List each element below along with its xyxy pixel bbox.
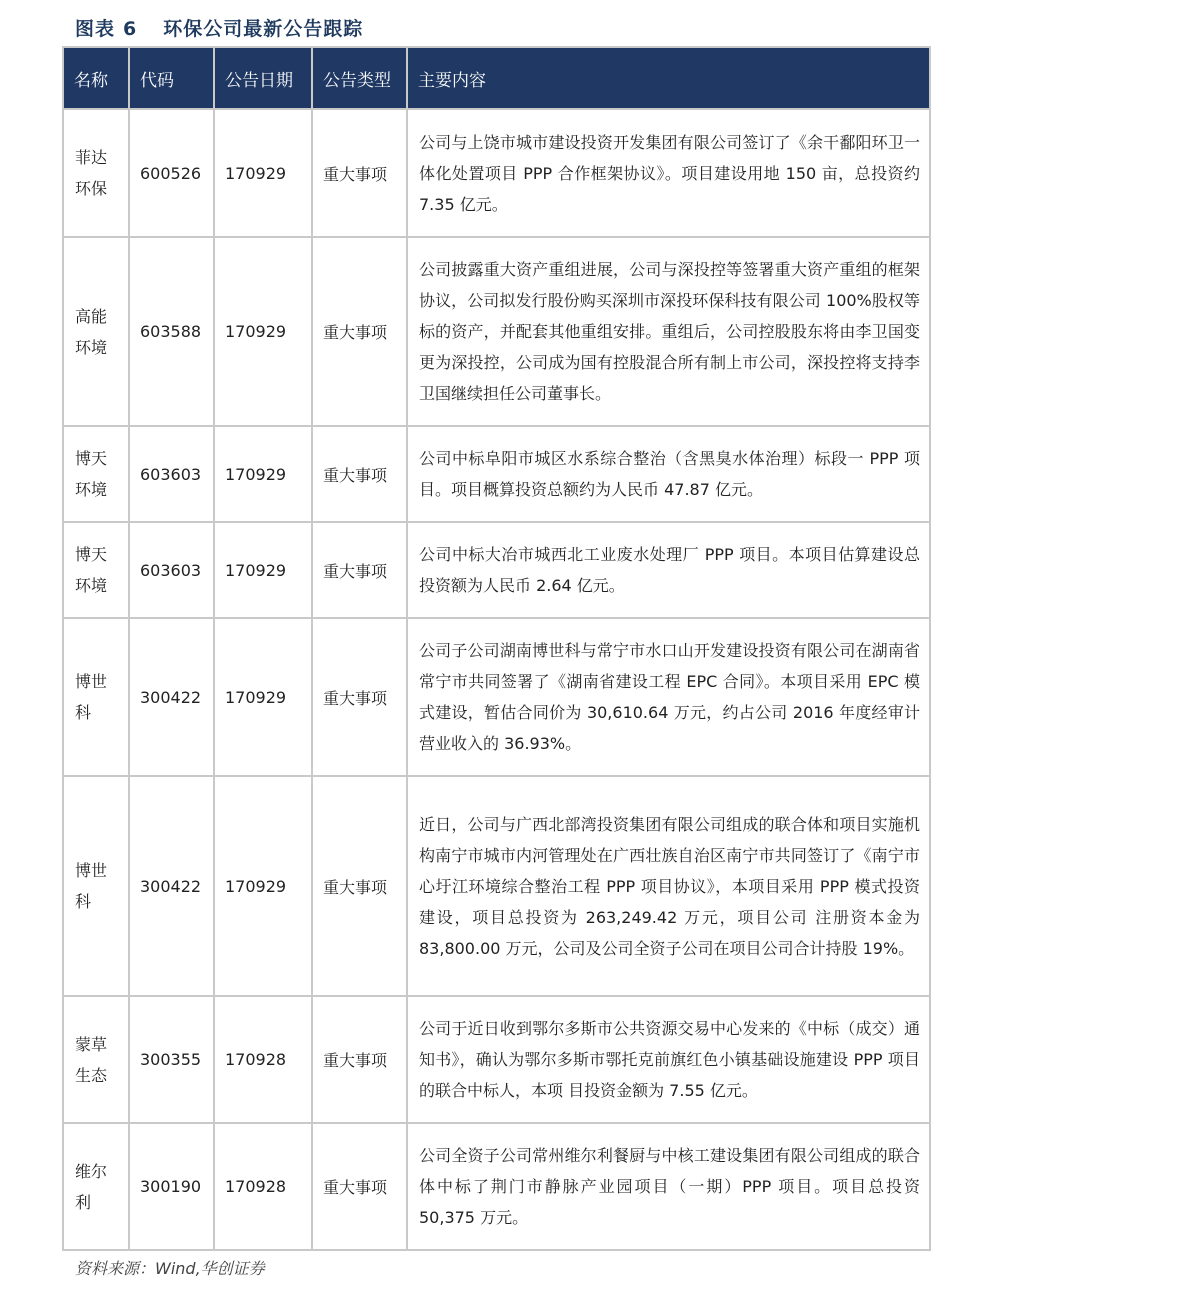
cell-code: 300355 [129, 996, 214, 1123]
table-row [63, 237, 930, 426]
cell-type: 重大事项 [312, 522, 407, 618]
cell-content: 近日，公司与广西北部湾投资集团有限公司组成的联合体和项目实施机构南宁市城市内河管理处在广西壮族自治区南宁市共同签订了《南宁市心圩江环境综合整治工程 PPP 项目协议》，本项目采用 PPP 模式投资建设，项目总投资为 263,249.42 万元，项目公司 注册资本金为 83,800.00 万元，公司及公司全资子公司在项目公司合计持股 19%。 [407, 776, 930, 996]
cell-date: 170929 [214, 237, 312, 426]
announcement-table [62, 46, 931, 1251]
cell-code: 300422 [129, 618, 214, 776]
cell-type: 重大事项 [312, 109, 407, 237]
table-row [63, 776, 930, 996]
header-name: 名称 [63, 47, 129, 109]
source-note: 资料来源：Wind,华创证券 [75, 1259, 265, 1278]
cell-name: 菲达环保 [63, 109, 129, 237]
table-row [63, 1123, 930, 1250]
cell-code: 600526 [129, 109, 214, 237]
cell-date: 170928 [214, 996, 312, 1123]
cell-type: 重大事项 [312, 618, 407, 776]
cell-date: 170929 [214, 109, 312, 237]
cell-date: 170929 [214, 776, 312, 996]
header-type: 公告类型 [312, 47, 407, 109]
header-date: 公告日期 [214, 47, 312, 109]
figure-label: 图表 [75, 18, 116, 40]
cell-content: 公司子公司湖南博世科与常宁市水口山开发建设投资有限公司在湖南省常宁市共同签署了《湖南省建设工程 EPC 合同》。本项目采用 EPC 模式建设，暂估合同价为 30,610.64 万元，约占公司 2016 年度经审计营业收入的 36.93%。 [407, 618, 930, 776]
cell-type: 重大事项 [312, 237, 407, 426]
cell-type: 重大事项 [312, 426, 407, 522]
cell-code: 603603 [129, 522, 214, 618]
cell-content: 公司全资子公司常州维尔利餐厨与中核工建设集团有限公司组成的联合体中标了荆门市静脉产业园项目（一期）PPP 项目。项目总投资 50,375 万元。 [407, 1123, 930, 1250]
cell-content: 公司于近日收到鄂尔多斯市公共资源交易中心发来的《中标（成交）通知书》，确认为鄂尔多斯市鄂托克前旗红色小镇基础设施建设 PPP 项目的联合中标人，本项 目投资金额为 7.55 亿元。 [407, 996, 930, 1123]
figure-number: 6 [123, 18, 138, 40]
table-row [63, 618, 930, 776]
cell-name: 博天环境 [63, 522, 129, 618]
header-code: 代码 [129, 47, 214, 109]
cell-type: 重大事项 [312, 1123, 407, 1250]
cell-name: 博天环境 [63, 426, 129, 522]
table-header-row [63, 47, 930, 109]
cell-date: 170929 [214, 618, 312, 776]
cell-name: 博世科 [63, 618, 129, 776]
cell-date: 170928 [214, 1123, 312, 1250]
cell-code: 300190 [129, 1123, 214, 1250]
cell-name: 博世科 [63, 776, 129, 996]
cell-code: 300422 [129, 776, 214, 996]
table-row [63, 426, 930, 522]
cell-date: 170929 [214, 522, 312, 618]
cell-type: 重大事项 [312, 776, 407, 996]
cell-type: 重大事项 [312, 996, 407, 1123]
cell-name: 维尔利 [63, 1123, 129, 1250]
cell-date: 170929 [214, 426, 312, 522]
cell-code: 603588 [129, 237, 214, 426]
cell-code: 603603 [129, 426, 214, 522]
figure-title-text: 环保公司最新公告跟踪 [163, 18, 364, 40]
table-row [63, 996, 930, 1123]
cell-content: 公司披露重大资产重组进展，公司与深投控等签署重大资产重组的框架协议，公司拟发行股份购买深圳市深投环保科技有限公司 100%股权等标的资产，并配套其他重组安排。重组后，公司控股股东将由李卫国变更为深投控，公司成为国有控股混合所有制上市公司，深投控将支持李卫国继续担任公司董事长。 [407, 237, 930, 426]
header-content: 主要内容 [407, 47, 930, 109]
cell-name: 高能环境 [63, 237, 129, 426]
cell-name: 蒙草生态 [63, 996, 129, 1123]
table-row [63, 109, 930, 237]
figure-title [75, 14, 363, 41]
table-row [63, 522, 930, 618]
cell-content: 公司与上饶市城市建设投资开发集团有限公司签订了《余干鄱阳环卫一体化处置项目 PPP 合作框架协议》。项目建设用地 150 亩，总投资约 7.35 亿元。 [407, 109, 930, 237]
cell-content: 公司中标阜阳市城区水系综合整治（含黑臭水体治理）标段一 PPP 项目。项目概算投资总额约为人民币 47.87 亿元。 [407, 426, 930, 522]
cell-content: 公司中标大冶市城西北工业废水处理厂 PPP 项目。本项目估算建设总投资额为人民币 2.64 亿元。 [407, 522, 930, 618]
